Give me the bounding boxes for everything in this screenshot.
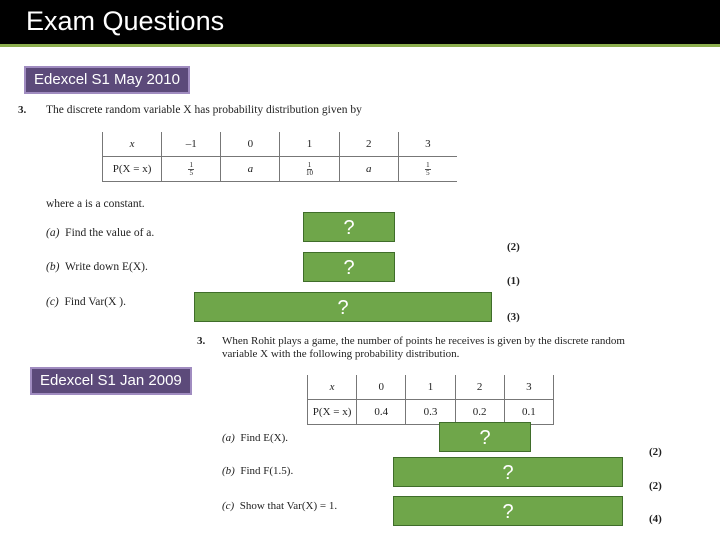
exam2-answer-a-reveal[interactable]: ? <box>439 422 531 452</box>
exam2-part-c: (c) Show that Var(X) = 1. <box>222 500 338 512</box>
table-cell: a <box>339 157 398 182</box>
exam1-marks-b: (1) <box>507 275 520 287</box>
exam1-constant-note: where a is a constant. <box>46 198 145 210</box>
table-cell: a <box>221 157 280 182</box>
title-bar <box>0 0 720 44</box>
table-cell: 1 <box>406 375 455 400</box>
table-cell: 0.3 <box>406 400 455 425</box>
table-cell: 1 <box>280 132 339 157</box>
table-cell: $\frac{1}{5}$ <box>398 157 457 182</box>
exam1-answer-c-reveal[interactable]: ? <box>194 292 492 322</box>
exam1-marks-a: (2) <box>507 241 520 253</box>
exam2-part-b: (b) Find F(1.5). <box>222 465 294 477</box>
page-title: Exam Questions <box>26 6 225 36</box>
exam1-question-number: 3. <box>18 104 27 116</box>
exam2-marks-b: (2) <box>649 480 662 492</box>
exam2-marks-c: (4) <box>649 513 662 525</box>
exam2-answer-c-reveal[interactable]: ? <box>393 496 623 526</box>
table-cell: 2 <box>455 375 504 400</box>
table-header-x: x <box>103 132 162 157</box>
exam1-probability-table <box>102 132 457 182</box>
table-cell: 0 <box>357 375 406 400</box>
exam1-part-a: (a) Find the value of a. <box>46 227 155 239</box>
table-cell: –1 <box>162 132 221 157</box>
table-cell: 0.2 <box>455 400 504 425</box>
exam2-source-label: Edexcel S1 Jan 2009 <box>30 367 192 395</box>
title-divider <box>0 44 720 47</box>
table-cell: $\frac{1}{10}$ <box>280 157 339 182</box>
exam1-marks-c: (3) <box>507 311 520 323</box>
exam1-source-label: Edexcel S1 May 2010 <box>24 66 190 94</box>
exam2-part-a: (a) Find E(X). <box>222 432 288 444</box>
table-cell: 0.1 <box>504 400 553 425</box>
exam2-intro-line1: When Rohit plays a game, the number of points he receives is given by the discrete random <box>222 335 625 347</box>
table-header-p: P(X = x) <box>308 400 357 425</box>
table-cell: 3 <box>504 375 553 400</box>
table-cell: 0.4 <box>357 400 406 425</box>
exam2-intro-line2: variable X with the following probability distribution. <box>222 348 460 360</box>
exam1-intro: The discrete random variable X has probability distribution given by <box>46 104 362 116</box>
exam2-probability-table <box>307 375 554 425</box>
table-cell: $\frac{1}{5}$ <box>162 157 221 182</box>
table-cell: 0 <box>221 132 280 157</box>
table-cell: 2 <box>339 132 398 157</box>
table-header-p: P(X = x) <box>103 157 162 182</box>
table-cell: 3 <box>398 132 457 157</box>
exam1-answer-b-reveal[interactable]: ? <box>303 252 395 282</box>
exam2-question-number: 3. <box>197 335 206 347</box>
exam1-part-c: (c) Find Var(X ). <box>46 296 126 308</box>
exam1-answer-a-reveal[interactable]: ? <box>303 212 395 242</box>
exam2-marks-a: (2) <box>649 446 662 458</box>
exam2-answer-b-reveal[interactable]: ? <box>393 457 623 487</box>
table-header-x: x <box>308 375 357 400</box>
exam1-part-b: (b) Write down E(X). <box>46 261 148 273</box>
